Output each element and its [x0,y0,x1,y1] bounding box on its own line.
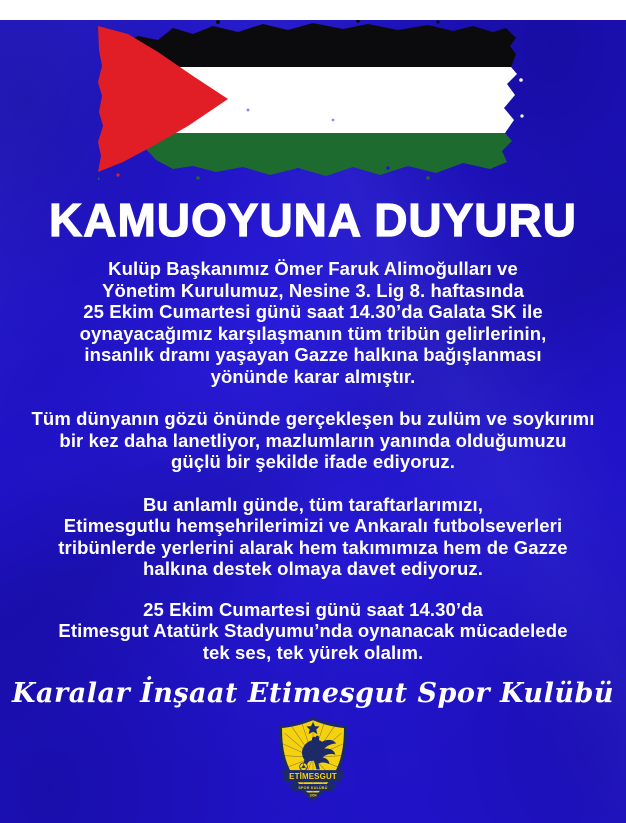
football-icon [300,763,308,771]
club-crest-svg [274,716,352,802]
paragraph-1 [0,258,626,387]
paragraph-4 [0,599,626,664]
text-line: 25 Ekim Cumartesi günü saat 14.30’da Galata SK ile [83,301,543,322]
club-logo [274,716,352,802]
text-line: tek ses, tek yürek olalım. [202,641,424,663]
text-line: bir kez daha lanetliyor, mazlumların yanında olduğumuzu [59,429,567,451]
text-line: insanlık dramı yaşayan Gazze halkına bağışlanması [84,344,542,365]
text-line: halkına destek olmaya davet ediyoruz. [143,558,483,579]
palestine-flag-image [98,20,528,180]
text-line: tribünlerde yerlerini alarak hem takımımıza hem de Gazze [58,536,568,558]
paragraph-3 [0,494,626,580]
text-line: yönünde karar almıştır. [210,365,416,387]
text-line: güçlü bir şekilde ifade ediyoruz. [171,451,455,472]
text-line: 25 Ekim Cumartesi günü saat 14.30’da [143,598,483,620]
text-line: oynayacağımız karşılaşmanın tüm tribün gelirlerinin, [79,322,547,344]
text-line: Tüm dünyanın gözü önünde gerçekleşen bu zulüm ve soykırımı [31,408,595,429]
text-line: Yönetim Kurulumuz, Nesine 3. Lig 8. haftasında [102,279,524,301]
crest-year: 1954 [309,793,317,798]
palestine-flag-svg [98,20,528,180]
text-line: Bu anlamlı günde, tüm taraftarlarımızı, [142,493,484,515]
text-line: Etimesgutlu hemşehrilerimizi ve Ankaralı futbolseverleri [63,515,563,536]
club-signature: Karalar İnşaat Etimesgut Spor Kulübü [12,678,614,709]
crest-club-subtitle: SPOR KULÜBÜ [298,785,328,790]
page-title: KAMUOYUNA DUYURU [49,194,577,246]
text-line: Etimesgut Atatürk Stadyumu’nda oynanacak mücadelede [58,620,568,641]
announcement-poster [0,20,626,823]
paragraph-2 [0,408,626,473]
text-line: Kulüp Başkanımız Ömer Faruk Alimoğulları ve [108,258,518,279]
crest-club-name: ETİMESGUT [289,772,337,782]
